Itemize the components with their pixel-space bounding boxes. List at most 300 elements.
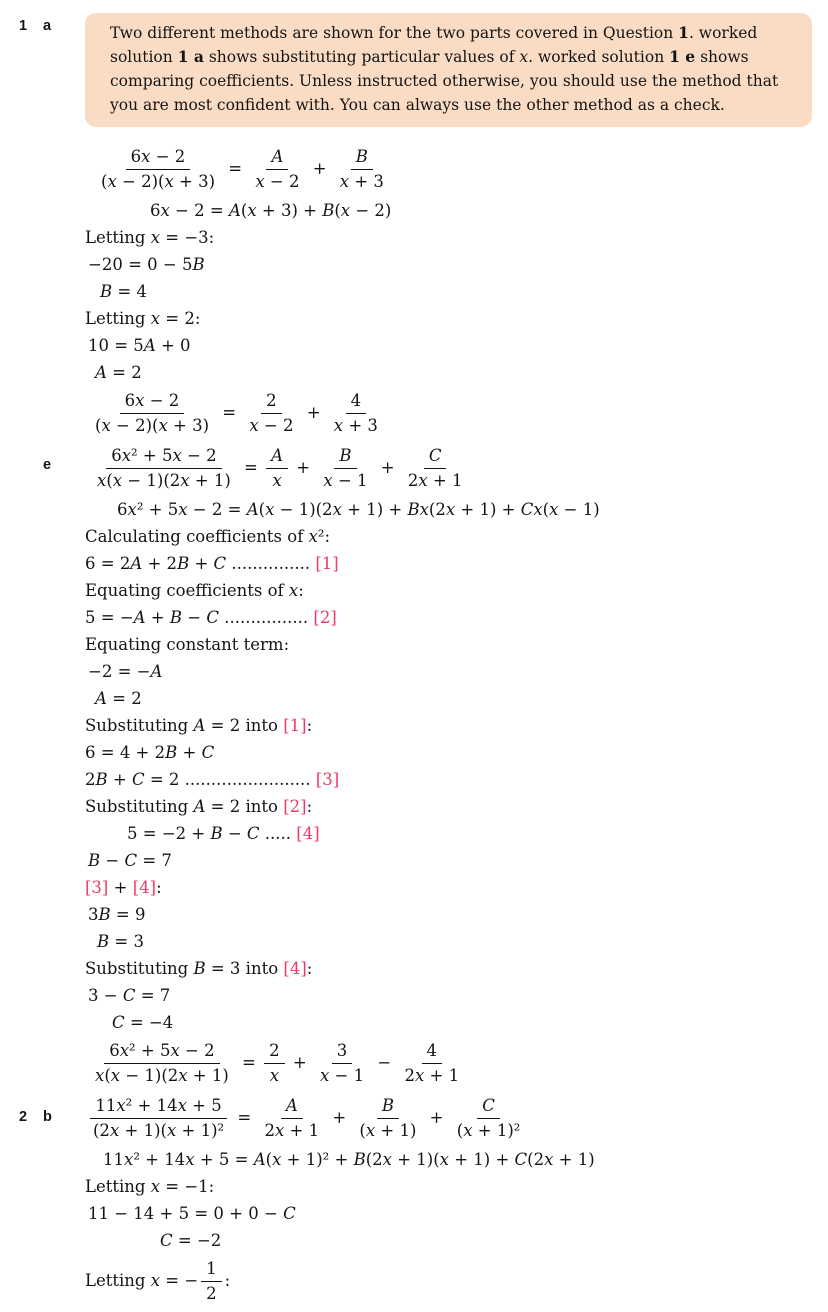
math-text: 3 <box>336 1041 348 1060</box>
math-variable: x <box>164 172 174 191</box>
math-text: 3 <box>88 905 99 924</box>
math-variable: x <box>319 1066 330 1085</box>
math-variable: x <box>544 1150 554 1169</box>
fraction <box>335 147 389 192</box>
solution-line <box>85 335 828 356</box>
fraction <box>315 1041 369 1086</box>
plain-text: Letting <box>85 228 151 247</box>
math-text: ² + 5 <box>129 1041 171 1060</box>
math-variable: A <box>130 554 143 573</box>
plain-text: Equating coefficients of <box>85 581 289 600</box>
plain-text: Letting <box>85 1177 151 1196</box>
math-text: + 5 <box>186 1096 222 1115</box>
part-label: b <box>43 1109 52 1125</box>
solution-line <box>85 227 828 248</box>
solution-line <box>85 254 828 275</box>
part-label: e <box>43 457 52 473</box>
fraction <box>264 1041 285 1086</box>
solution-line <box>85 769 828 790</box>
math-text: = −3: <box>160 228 215 247</box>
math-variable: B <box>322 201 335 220</box>
math-variable: C <box>283 1204 296 1223</box>
math-text: 6 <box>150 201 161 220</box>
math-variable: B <box>97 932 110 951</box>
math-variable: x <box>323 471 333 490</box>
math-variable: x <box>265 500 275 519</box>
math-text: 4 <box>426 1041 437 1060</box>
math-text: − <box>372 1053 397 1072</box>
math-text: + 1)² <box>176 1121 225 1140</box>
solution-line <box>85 958 828 979</box>
plain-text: into <box>240 959 284 978</box>
fraction-denominator <box>92 469 236 491</box>
fraction-denominator <box>399 1064 464 1086</box>
math-variable: A <box>143 336 156 355</box>
math-text: + <box>375 458 400 477</box>
fraction-numerator <box>334 446 356 469</box>
math-text: ( <box>359 1121 366 1140</box>
equation-reference: [4] <box>283 959 307 978</box>
plain-text: ..... <box>259 824 297 843</box>
math-variable: x <box>170 1041 180 1060</box>
solution-lines-1a <box>85 145 828 438</box>
math-variable: B <box>177 554 190 573</box>
math-text: + <box>177 743 202 762</box>
solution-line <box>85 904 828 925</box>
math-variable: x <box>172 446 182 465</box>
math-text: 2 <box>407 471 419 490</box>
fraction-numerator <box>266 446 288 469</box>
fraction-numerator <box>264 1041 285 1064</box>
fraction-numerator <box>126 147 191 170</box>
math-text: − 1 <box>332 471 368 490</box>
math-variable: x <box>180 471 190 490</box>
fraction-denominator <box>90 414 214 436</box>
math-variable: A <box>285 1096 298 1115</box>
solution-line <box>85 607 828 628</box>
fraction <box>329 391 383 436</box>
math-text: − 2 <box>258 416 294 435</box>
solution-line <box>85 796 828 817</box>
math-variable: x <box>519 48 529 66</box>
math-text: + <box>291 458 316 477</box>
math-variable: x <box>445 500 456 519</box>
solution-line <box>85 1094 828 1143</box>
math-variable: x <box>116 1096 126 1115</box>
solution-line <box>85 1149 828 1170</box>
math-text: − 2 <box>264 172 300 191</box>
math-text: = 2 <box>106 363 142 382</box>
math-variable: x <box>178 500 188 519</box>
plain-text: . worked solution <box>110 24 758 66</box>
fraction-numerator <box>120 391 185 414</box>
fraction-numerator <box>266 147 288 170</box>
equation-reference: [2] <box>283 797 307 816</box>
math-variable: x <box>135 391 145 410</box>
fraction-numerator <box>346 391 367 414</box>
math-variable: x <box>549 500 559 519</box>
fraction <box>399 1041 464 1086</box>
math-text: − 1)(2 <box>122 471 181 490</box>
math-text: = − <box>160 1271 199 1290</box>
math-variable: B <box>98 905 111 924</box>
math-text: = 7 <box>135 986 171 1005</box>
fraction-denominator <box>90 1064 234 1086</box>
plain-text: shows substituting particular values of <box>203 48 520 66</box>
fraction <box>201 1259 222 1304</box>
question-1a-section <box>0 13 828 444</box>
math-text: 10 = 5 <box>88 336 144 355</box>
math-variable: x <box>333 416 344 435</box>
solution-line <box>85 661 828 682</box>
math-variable: x <box>340 201 351 220</box>
solution-line <box>85 715 828 736</box>
math-text: 5 = −2 + <box>127 824 211 843</box>
math-text: + <box>327 1108 352 1127</box>
fraction-numerator <box>422 1041 443 1064</box>
math-variable: x <box>121 446 132 465</box>
math-variable: B <box>355 147 368 166</box>
math-variable: x <box>269 1066 280 1085</box>
math-variable: x <box>160 201 170 220</box>
math-variable: x <box>339 172 350 191</box>
solution-line <box>85 281 828 302</box>
math-variable: B <box>381 1096 394 1115</box>
math-text: 6 = 4 + 2 <box>85 743 166 762</box>
math-text: = 2 <box>205 797 241 816</box>
math-variable: A <box>271 446 284 465</box>
fraction-denominator <box>244 414 298 436</box>
math-text: + 1) + <box>341 500 408 519</box>
math-text: ²: <box>317 527 331 546</box>
math-variable: A <box>271 147 284 166</box>
fraction <box>259 1096 324 1141</box>
math-variable: x <box>110 1066 121 1085</box>
fraction-denominator <box>315 1064 369 1086</box>
math-text: − 1)(2 <box>274 500 333 519</box>
math-variable: A <box>193 797 206 816</box>
equation-reference: [4] <box>132 878 157 897</box>
fraction-denominator <box>267 469 286 491</box>
math-text: −20 = 0 − 5 <box>88 255 193 274</box>
math-text: = −4 <box>124 1013 174 1032</box>
solution-line <box>85 931 828 952</box>
question-number: 1 <box>19 18 28 34</box>
math-variable: x <box>107 172 117 191</box>
math-text: = <box>232 1108 257 1127</box>
fraction-denominator <box>354 1119 421 1141</box>
math-text: + 1)² <box>472 1121 521 1140</box>
math-variable: C <box>122 986 136 1005</box>
math-text: ( <box>104 1066 111 1085</box>
math-text: + 1) <box>187 1066 229 1085</box>
fraction-denominator <box>318 469 372 491</box>
plain-text: ........................ <box>179 770 316 789</box>
fraction-denominator <box>250 170 304 192</box>
plain-text: Substituting <box>85 716 194 735</box>
content-1a <box>85 13 828 444</box>
question-1e-section <box>0 444 828 1094</box>
fraction-denominator <box>88 1119 229 1141</box>
fraction-numerator <box>106 446 221 469</box>
plain-text: ............... <box>226 554 316 573</box>
bold-text: 1 a <box>177 47 204 66</box>
math-text: + 3 <box>343 416 378 435</box>
plain-text: Two different methods are shown for the two parts covered in Question <box>110 24 679 42</box>
math-text: + 1) <box>375 1121 417 1140</box>
fraction <box>90 391 214 436</box>
solution-line <box>85 1257 828 1306</box>
math-variable: B <box>192 255 205 274</box>
math-variable: x <box>150 228 161 247</box>
math-variable: B <box>165 743 178 762</box>
math-text: ² + 14 <box>125 1096 178 1115</box>
math-text: − 2) <box>350 201 392 220</box>
equation-reference: [3] <box>85 878 109 897</box>
note-box <box>85 13 812 127</box>
fraction <box>403 446 468 491</box>
math-text: ( <box>240 201 248 220</box>
math-variable: x <box>150 1177 161 1196</box>
equation-reference: [1] <box>283 716 307 735</box>
math-variable: B <box>169 608 183 627</box>
math-text: ( <box>265 1150 273 1169</box>
math-text: ( <box>258 500 266 519</box>
solution-line <box>85 1203 828 1224</box>
math-text: + 3) <box>167 416 209 435</box>
math-text: : <box>298 581 304 600</box>
plain-text: + <box>108 878 133 897</box>
math-text: = <box>238 458 264 477</box>
math-text: + <box>307 159 332 178</box>
plain-text: : <box>156 878 162 897</box>
solution-line <box>85 308 828 329</box>
math-text: ( <box>334 201 341 220</box>
plain-text: : <box>306 797 313 816</box>
plain-text: ................ <box>218 608 314 627</box>
math-text: + <box>301 403 326 422</box>
math-text: + <box>107 770 132 789</box>
math-variable: x <box>150 1271 161 1290</box>
part-label: a <box>43 18 52 34</box>
math-variable: A <box>133 608 146 627</box>
math-text: 2 <box>266 391 277 410</box>
fraction-numerator <box>261 391 282 414</box>
math-text: 2 <box>264 1121 275 1140</box>
fraction <box>88 1096 229 1141</box>
math-variable: x <box>141 147 151 166</box>
math-variable: B <box>100 282 113 301</box>
math-variable: x <box>274 1121 285 1140</box>
math-variable: x <box>272 1150 282 1169</box>
math-text: + <box>189 554 214 573</box>
math-variable: x <box>414 1066 425 1085</box>
plain-text: . worked solution <box>528 48 670 66</box>
math-text: = 3 <box>109 932 144 951</box>
fraction <box>250 147 304 192</box>
math-text: 6 <box>130 147 142 166</box>
fraction-numerator <box>201 1259 222 1282</box>
math-variable: A <box>193 716 206 735</box>
math-variable: C <box>160 1231 173 1250</box>
fraction <box>452 1096 526 1141</box>
math-text: ( <box>101 172 108 191</box>
fraction-numerator <box>332 1041 353 1064</box>
math-variable: x <box>95 1066 105 1085</box>
content-2b <box>85 1094 828 1312</box>
fraction-denominator <box>329 414 383 436</box>
math-text: 6 <box>111 446 122 465</box>
math-variable: B <box>193 959 206 978</box>
fraction-denominator <box>259 1119 324 1141</box>
math-text: + 2 <box>142 554 178 573</box>
math-text: 11 − 14 + 5 = 0 + 0 − <box>88 1204 284 1223</box>
math-variable: A <box>95 363 107 382</box>
math-text: −2 = − <box>88 662 151 681</box>
math-text: = <box>217 403 242 422</box>
fraction-numerator <box>377 1096 399 1119</box>
math-text: ² + 14 <box>133 1150 186 1169</box>
solution-line <box>85 580 828 601</box>
math-text: = 3 <box>205 959 241 978</box>
math-variable: x <box>166 1121 177 1140</box>
solution-line <box>85 553 828 574</box>
solution-line <box>85 634 828 655</box>
solution-line <box>85 362 828 383</box>
math-variable: C <box>246 824 260 843</box>
math-text: 5 = − <box>85 608 134 627</box>
note-text <box>110 24 778 114</box>
solution-line <box>85 145 828 194</box>
math-text: : <box>224 1271 231 1290</box>
math-variable: B <box>88 851 101 870</box>
solution-line <box>85 1039 828 1088</box>
math-variable: x <box>439 1150 449 1169</box>
math-text: 2 <box>404 1066 415 1085</box>
plain-text: shows comparing coefficients. Unless instructed otherwise, you should use the method that you are most confident with. You can always use the other method as a check. <box>110 48 779 114</box>
solution-line <box>85 1230 828 1251</box>
fraction <box>318 446 372 491</box>
math-variable: x <box>255 172 265 191</box>
plain-text: Equating constant term: <box>85 635 290 654</box>
solution-line <box>85 850 828 871</box>
fraction <box>244 391 298 436</box>
solution-lines-2b <box>85 1094 828 1306</box>
math-variable: x <box>150 309 161 328</box>
plain-text: Substituting <box>85 797 194 816</box>
math-variable: x <box>127 500 137 519</box>
bold-text: 1 e <box>669 47 696 66</box>
math-variable: x <box>288 581 299 600</box>
math-variable: x <box>158 416 168 435</box>
plain-text: into <box>240 797 284 816</box>
math-variable: B <box>95 770 108 789</box>
content-1e <box>85 444 828 1094</box>
fraction-numerator <box>477 1096 500 1119</box>
math-text: + 1 <box>424 1066 460 1085</box>
math-text: − 1 <box>329 1066 365 1085</box>
math-text: + 1 <box>284 1121 320 1140</box>
math-text: − <box>222 824 247 843</box>
plain-text: Letting <box>85 309 151 328</box>
math-text: = 2 <box>205 716 241 735</box>
math-text: − 2)( <box>110 416 159 435</box>
math-text: ( <box>95 416 102 435</box>
solution-line <box>85 444 828 493</box>
math-text: ( <box>456 1121 464 1140</box>
math-variable: B <box>210 824 223 843</box>
math-variable: x <box>249 416 259 435</box>
math-variable: A <box>150 662 163 681</box>
math-text: 2 <box>85 770 96 789</box>
math-text: + <box>424 1108 449 1127</box>
math-text: − 2 <box>179 1041 215 1060</box>
math-variable: x <box>119 1041 130 1060</box>
math-variable: Bx <box>407 500 429 519</box>
plain-text: Calculating coefficients of <box>85 527 309 546</box>
fraction-numerator <box>424 446 447 469</box>
math-variable: x <box>185 1150 195 1169</box>
math-variable: x <box>365 1121 376 1140</box>
fraction <box>92 446 236 491</box>
solution-line <box>85 1012 828 1033</box>
math-text: + <box>287 1053 312 1072</box>
math-text: − 2 = <box>169 201 229 220</box>
math-text: − 2)( <box>116 172 165 191</box>
math-text: (2 <box>527 1150 545 1169</box>
math-text: = 9 <box>110 905 146 924</box>
solution-lines-1e <box>85 444 828 1088</box>
math-text: + 1)( <box>119 1121 167 1140</box>
math-text: 6 <box>124 391 136 410</box>
math-variable: x <box>109 1121 120 1140</box>
math-text: (2 <box>365 1150 383 1169</box>
solution-line <box>85 1176 828 1197</box>
math-text: 1 <box>206 1259 217 1278</box>
math-text: − 1)(2 <box>120 1066 179 1085</box>
math-text: − 2 = <box>187 500 247 519</box>
math-text: + 1)² + <box>281 1150 354 1169</box>
fraction-denominator <box>265 1064 284 1086</box>
math-text: 2 <box>269 1041 280 1060</box>
math-variable: x <box>97 471 107 490</box>
math-variable: B <box>339 446 352 465</box>
math-text: − 2 <box>181 446 217 465</box>
fraction-denominator <box>335 170 389 192</box>
math-text: + 3 <box>349 172 384 191</box>
math-variable: C <box>112 1013 125 1032</box>
math-variable: x <box>418 471 428 490</box>
plain-text: : <box>306 959 313 978</box>
solution-line <box>85 526 828 547</box>
math-text: ² + 5 <box>131 446 173 465</box>
math-text: (2 <box>428 500 446 519</box>
math-text: + 1) <box>553 1150 595 1169</box>
plain-text: Substituting <box>85 959 194 978</box>
question-2b-section <box>0 1094 828 1312</box>
math-variable: C <box>428 446 442 465</box>
math-variable: C <box>124 851 138 870</box>
math-text: = 2: <box>160 309 201 328</box>
fraction-numerator <box>281 1096 303 1119</box>
math-variable: x <box>124 1150 134 1169</box>
plain-text: : <box>306 716 313 735</box>
math-variable: x <box>178 1066 188 1085</box>
fraction <box>266 446 288 491</box>
math-variable: x <box>332 500 342 519</box>
fraction <box>96 147 220 192</box>
math-text: + 0 <box>155 336 191 355</box>
